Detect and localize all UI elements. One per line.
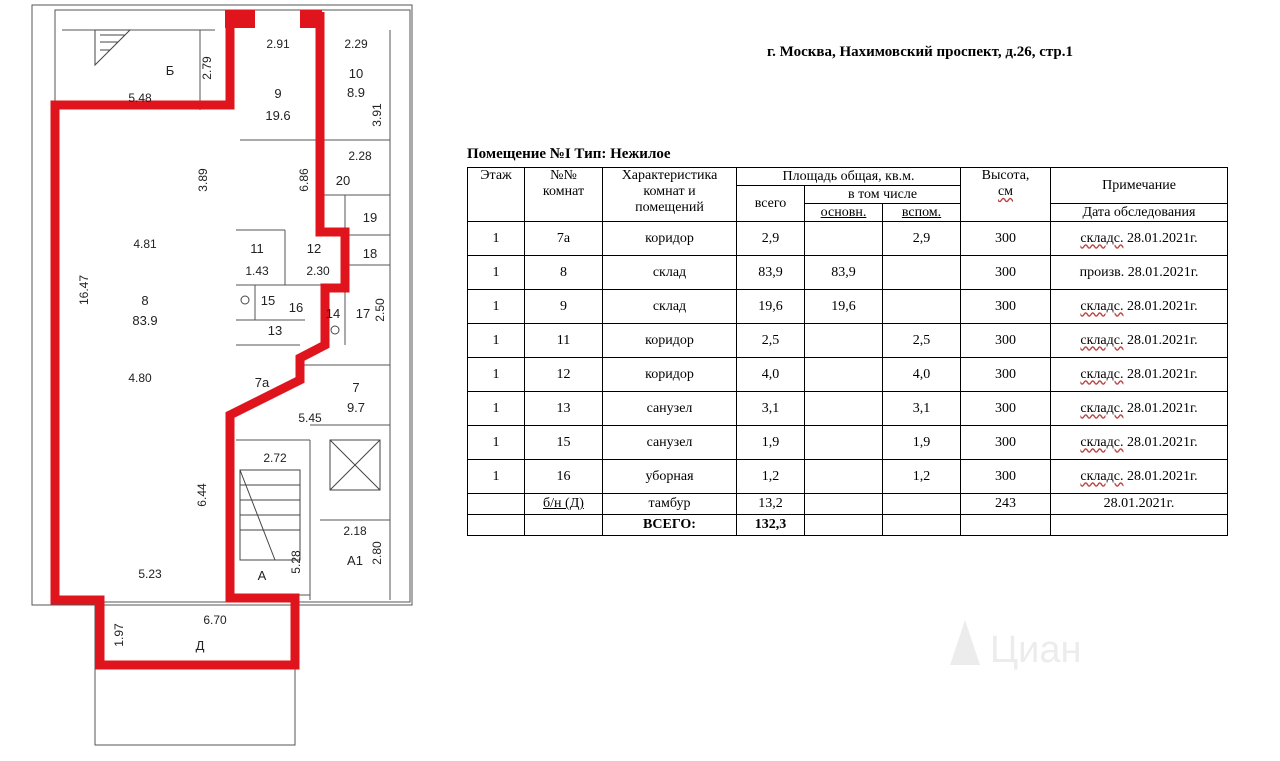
svg-text:9.7: 9.7 (346, 400, 366, 415)
vestibule-height: 243 (961, 494, 1051, 515)
svg-text:5.48: 5.48 (128, 91, 152, 105)
svg-text:8: 8 (141, 293, 149, 308)
cell-floor: 1 (468, 426, 525, 460)
total-height (961, 515, 1051, 536)
header-char-line1: Характеристика (621, 168, 718, 183)
svg-text:Д: Д (195, 638, 205, 653)
cell-floor: 1 (468, 324, 525, 358)
cell-room: 16 (525, 460, 603, 494)
cell-note (1051, 460, 1228, 494)
svg-text:17: 17 (355, 306, 371, 321)
cell-total: 1,9 (737, 426, 805, 460)
svg-text:2.28: 2.28 (348, 149, 372, 163)
cell-height: 300 (961, 392, 1051, 426)
floor-plan (0, 0, 430, 761)
property-address: г. Москва, Нахимовский проспект, д.26, стр.1 (766, 44, 1074, 60)
svg-text:7: 7 (352, 380, 360, 395)
note-date: 28.01.2021г. (1123, 298, 1198, 314)
svg-text:2.30: 2.30 (306, 264, 330, 278)
cell-room: 9 (525, 290, 603, 324)
header-room-no (525, 168, 603, 222)
note-usage: складс. (1080, 434, 1124, 450)
cell-note (1051, 222, 1228, 256)
svg-text:4.80: 4.80 (128, 371, 152, 385)
cell-floor: 1 (468, 358, 525, 392)
note-usage: складс. (1080, 468, 1124, 484)
cell-type: склад (603, 256, 737, 290)
total-main (805, 515, 883, 536)
cell-room: 7а (525, 222, 603, 256)
cell-type: санузел (603, 392, 737, 426)
svg-text:14: 14 (325, 306, 341, 321)
header-area-general-text: Площадь общая, кв.м. (782, 168, 915, 184)
cell-aux: 2,9 (883, 222, 961, 256)
svg-text:8.9: 8.9 (346, 85, 366, 100)
cell-floor: 1 (468, 256, 525, 290)
svg-text:А1: А1 (347, 553, 363, 568)
table-row (468, 460, 1228, 494)
total-label: ВСЕГО: (603, 515, 737, 536)
cell-room: 13 (525, 392, 603, 426)
svg-text:11: 11 (250, 241, 264, 256)
vestibule-floor (468, 494, 525, 515)
svg-text:13: 13 (267, 323, 283, 338)
svg-text:10: 10 (348, 66, 364, 81)
total-note (1051, 515, 1228, 536)
svg-text:Циан: Циан (990, 629, 1082, 671)
cell-height: 300 (961, 222, 1051, 256)
svg-text:18: 18 (362, 246, 378, 261)
table-row (468, 222, 1228, 256)
svg-text:2.79: 2.79 (200, 56, 214, 80)
cell-note (1051, 358, 1228, 392)
watermark-logo (940, 610, 1140, 680)
cell-main (805, 358, 883, 392)
cell-room: 15 (525, 426, 603, 460)
svg-text:Б: Б (165, 63, 175, 78)
cell-main (805, 426, 883, 460)
rooms-table (467, 167, 1228, 536)
cell-main (805, 324, 883, 358)
cell-aux: 1,2 (883, 460, 961, 494)
cell-aux: 1,9 (883, 426, 961, 460)
cell-note (1051, 392, 1228, 426)
cell-type: склад (603, 290, 737, 324)
cell-room: 8 (525, 256, 603, 290)
header-room-no-line2: комнат (542, 184, 585, 199)
total-aux (883, 515, 961, 536)
table-row (468, 426, 1228, 460)
header-area-general (737, 168, 961, 186)
note-usage: складс. (1080, 230, 1124, 246)
vestibule-room: б/н (Д) (525, 494, 603, 515)
svg-text:16: 16 (288, 300, 304, 315)
svg-text:3.91: 3.91 (370, 103, 384, 127)
cell-note (1051, 426, 1228, 460)
note-usage: складс. (1080, 366, 1124, 382)
cell-aux: 4,0 (883, 358, 961, 392)
header-characteristic (603, 168, 737, 222)
cell-type: коридор (603, 358, 737, 392)
note-date: 28.01.2021г. (1123, 366, 1198, 382)
total-room (525, 515, 603, 536)
cell-height: 300 (961, 358, 1051, 392)
svg-text:19: 19 (362, 210, 378, 225)
total-value: 132,3 (737, 515, 805, 536)
note-date: 28.01.2021г. (1123, 468, 1198, 484)
note-date: 28.01.2021г. (1123, 230, 1198, 246)
header-char-line2: комнат и (643, 184, 696, 199)
cell-floor: 1 (468, 222, 525, 256)
cell-type: уборная (603, 460, 737, 494)
cell-total: 83,9 (737, 256, 805, 290)
cell-note (1051, 290, 1228, 324)
cell-room: 12 (525, 358, 603, 392)
svg-text:5.45: 5.45 (298, 411, 322, 425)
note-usage: складс. (1080, 400, 1124, 416)
header-height (961, 168, 1051, 222)
table-row (468, 392, 1228, 426)
header-char-line3: помещений (635, 200, 704, 215)
cell-aux: 2,5 (883, 324, 961, 358)
cell-aux: 3,1 (883, 392, 961, 426)
header-height-line2: см (997, 184, 1014, 199)
svg-text:7а: 7а (254, 375, 270, 390)
svg-text:5.28: 5.28 (289, 550, 303, 574)
svg-text:2.50: 2.50 (373, 298, 387, 322)
cell-aux (883, 290, 961, 324)
cell-main: 19,6 (805, 290, 883, 324)
svg-text:2.91: 2.91 (266, 37, 290, 51)
vestibule-total: 13,2 (737, 494, 805, 515)
header-floor: Этаж (468, 168, 525, 222)
header-note: Примечание (1051, 168, 1228, 204)
svg-text:4.81: 4.81 (133, 237, 157, 251)
premises-title: Помещение №I Тип: Нежилое (467, 146, 671, 162)
note-date: 28.01.2021г. (1123, 332, 1198, 348)
vestibule-main (805, 494, 883, 515)
svg-text:6.70: 6.70 (203, 613, 227, 627)
cell-floor: 1 (468, 460, 525, 494)
cell-height: 300 (961, 426, 1051, 460)
cell-total: 2,5 (737, 324, 805, 358)
note-usage: произв. (1079, 264, 1125, 280)
cell-type: коридор (603, 222, 737, 256)
header-survey-date: Дата обследования (1051, 204, 1228, 222)
cell-type: коридор (603, 324, 737, 358)
svg-text:19.6: 19.6 (265, 108, 291, 123)
total-floor (468, 515, 525, 536)
vestibule-aux (883, 494, 961, 515)
svg-text:12: 12 (306, 241, 322, 256)
cell-main (805, 392, 883, 426)
svg-text:2.29: 2.29 (344, 37, 368, 51)
header-room-no-line1: №№ (550, 168, 577, 183)
cell-total: 4,0 (737, 358, 805, 392)
svg-text:А: А (257, 568, 267, 583)
svg-text:2.72: 2.72 (263, 451, 287, 465)
header-area-including: в том числе (805, 186, 961, 204)
svg-text:2.80: 2.80 (370, 541, 384, 565)
cell-aux (883, 256, 961, 290)
table-row (468, 290, 1228, 324)
svg-text:6.44: 6.44 (195, 483, 209, 507)
cell-floor: 1 (468, 290, 525, 324)
cell-main: 83,9 (805, 256, 883, 290)
svg-text:20: 20 (335, 173, 351, 188)
table-row (468, 256, 1228, 290)
cell-total: 19,6 (737, 290, 805, 324)
cell-height: 300 (961, 324, 1051, 358)
cell-room: 11 (525, 324, 603, 358)
cell-floor: 1 (468, 392, 525, 426)
svg-text:6.86: 6.86 (297, 168, 311, 192)
svg-text:2.18: 2.18 (343, 524, 367, 538)
svg-text:1.43: 1.43 (245, 264, 269, 278)
note-usage: складс. (1080, 332, 1124, 348)
svg-text:3.89: 3.89 (196, 168, 210, 192)
cell-main (805, 222, 883, 256)
table-row (468, 324, 1228, 358)
cell-total: 3,1 (737, 392, 805, 426)
cell-height: 300 (961, 256, 1051, 290)
svg-text:16.47: 16.47 (77, 274, 91, 306)
note-date: 28.01.2021г. (1123, 434, 1198, 450)
header-height-line1: Высота, (981, 168, 1030, 183)
svg-text:83.9: 83.9 (132, 313, 158, 328)
note-date: 28.01.2021г. (1123, 400, 1198, 416)
svg-text:1.97: 1.97 (112, 623, 126, 647)
cell-main (805, 460, 883, 494)
cell-note (1051, 324, 1228, 358)
cell-total: 2,9 (737, 222, 805, 256)
cell-note (1051, 256, 1228, 290)
cell-height: 300 (961, 460, 1051, 494)
svg-text:5.23: 5.23 (138, 567, 162, 581)
note-date: 28.01.2021г. (1124, 264, 1199, 280)
header-area-total: всего (737, 186, 805, 222)
vestibule-type: тамбур (603, 494, 737, 515)
header-area-aux: вспом. (883, 204, 961, 222)
vestibule-date: 28.01.2021г. (1051, 494, 1228, 515)
table-row (468, 358, 1228, 392)
note-usage: складс. (1080, 298, 1124, 314)
cell-height: 300 (961, 290, 1051, 324)
cell-total: 1,2 (737, 460, 805, 494)
svg-text:9: 9 (274, 86, 282, 101)
header-area-main: основн. (805, 204, 883, 222)
svg-text:15: 15 (260, 293, 276, 308)
cell-type: санузел (603, 426, 737, 460)
